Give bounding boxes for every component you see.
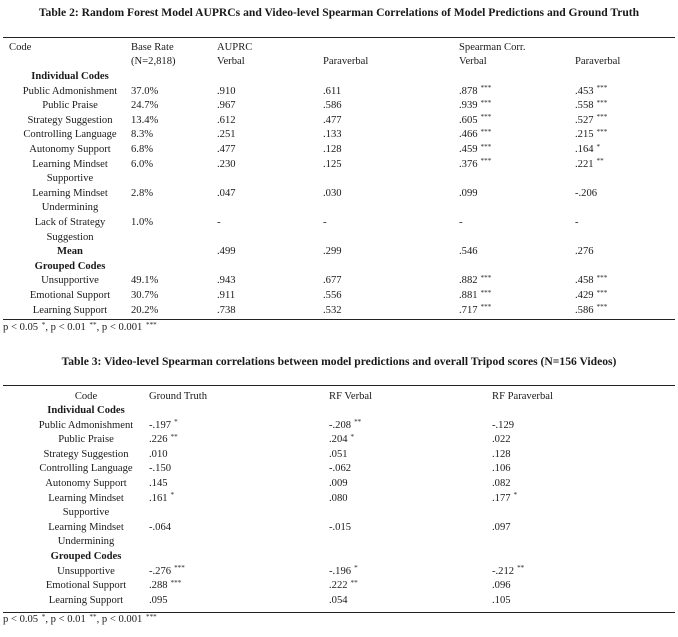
ground-truth-cell: .288 ***	[149, 578, 182, 592]
code-cell: Learning Mindset	[32, 158, 108, 170]
rf-verbal-cell: .051	[329, 448, 348, 460]
spearman-paraverbal-cell: .458 ***	[575, 273, 608, 287]
code-cell: Undermining	[57, 536, 115, 548]
code-cell: Learning Mindset	[32, 187, 108, 199]
base-rate-cell: 2.8%	[131, 187, 154, 199]
code-cell: Supportive	[46, 173, 94, 185]
table-row	[0, 216, 678, 231]
auprc-paraverbal-cell: .586	[323, 100, 342, 112]
ground-truth-cell: .010	[149, 448, 168, 460]
ground-truth-cell: -.276 ***	[149, 564, 185, 577]
code-cell: Supportive	[62, 507, 110, 519]
table-row	[0, 70, 678, 85]
table-row	[0, 289, 678, 304]
auprc-verbal-cell: .499	[217, 246, 236, 258]
table-row	[0, 492, 678, 507]
auprc-paraverbal-cell: .133	[323, 129, 342, 141]
ground-truth-cell: .095	[149, 594, 168, 606]
spearman-paraverbal-cell: .558 ***	[575, 98, 608, 112]
table-row	[0, 462, 678, 477]
table2-header-auprc-verbal: Verbal	[217, 56, 245, 67]
spearman-verbal-cell: .882 ***	[459, 273, 492, 287]
table-row	[0, 304, 678, 319]
base-rate-cell: 49.1%	[131, 275, 159, 287]
auprc-paraverbal-cell: .477	[323, 114, 342, 126]
table2-header-spearman-paraverbal: Paraverbal	[575, 56, 621, 67]
base-rate-cell: 6.0%	[131, 158, 154, 170]
base-rate-cell: 24.7%	[131, 100, 159, 112]
spearman-paraverbal-cell: -.206	[575, 187, 598, 199]
rf-paraverbal-cell: .128	[492, 448, 511, 460]
table-row	[0, 535, 678, 550]
auprc-verbal-cell: .230	[217, 158, 236, 170]
table-row	[0, 448, 678, 463]
table-row	[0, 579, 678, 594]
auprc-verbal-cell: .251	[217, 129, 236, 141]
auprc-paraverbal-cell: .556	[323, 290, 342, 301]
rf-paraverbal-cell: .106	[492, 463, 511, 475]
auprc-verbal-cell: .943	[217, 275, 236, 287]
table2-footnote: p < 0.05 *, p < 0.01 **, p < 0.001 ***	[3, 320, 157, 333]
rf-verbal-cell: -.062	[329, 463, 352, 475]
code-cell: Learning Mindset	[48, 492, 124, 504]
base-rate-cell: 6.8%	[131, 144, 154, 155]
spearman-paraverbal-cell: .527 ***	[575, 113, 608, 126]
table-row	[0, 245, 678, 260]
auprc-paraverbal-cell: .128	[323, 144, 342, 155]
table2-header-code: Code	[9, 42, 32, 53]
auprc-paraverbal-cell: .677	[323, 275, 342, 287]
code-cell: Controlling Language	[23, 129, 117, 141]
rf-paraverbal-cell: .177 *	[492, 491, 518, 504]
rf-verbal-cell: -.196 *	[329, 564, 358, 577]
auprc-verbal-cell: .910	[217, 85, 236, 97]
code-cell: Emotional Support	[29, 290, 111, 301]
auprc-verbal-cell: .477	[217, 144, 236, 155]
spearman-verbal-cell: .376 ***	[459, 157, 492, 170]
ground-truth-cell: .226 **	[149, 432, 178, 446]
table3-header-rf-paraverbal: RF Paraverbal	[492, 391, 553, 402]
rf-paraverbal-cell: .082	[492, 478, 511, 489]
code-cell: Suggestion	[46, 231, 94, 243]
code-cell: Grouped Codes	[50, 551, 122, 562]
auprc-verbal-cell: .047	[217, 187, 236, 199]
table-row	[0, 172, 678, 187]
auprc-verbal-cell: .612	[217, 114, 236, 126]
code-cell: Strategy Suggestion	[27, 114, 113, 126]
table3-header-rf-verbal: RF Verbal	[329, 391, 373, 402]
auprc-paraverbal-cell: -	[323, 217, 327, 228]
code-cell: Grouped Codes	[34, 260, 106, 272]
table-row	[0, 274, 678, 289]
table2-header-row-1	[0, 41, 678, 56]
table-row	[0, 85, 678, 100]
table2-header-n: (N=2,818)	[131, 56, 176, 67]
rf-paraverbal-cell: .096	[492, 580, 511, 592]
rf-paraverbal-cell: .022	[492, 434, 511, 446]
code-cell: Individual Codes	[47, 405, 125, 416]
rf-verbal-cell: .204 *	[329, 432, 355, 446]
spearman-verbal-cell: .939 ***	[459, 98, 492, 112]
auprc-paraverbal-cell: .125	[323, 158, 342, 170]
ground-truth-cell: .161 *	[149, 491, 175, 504]
table-row	[0, 565, 678, 580]
table-row	[0, 187, 678, 202]
code-cell: Autonomy Support	[29, 144, 111, 155]
table-row	[0, 506, 678, 521]
code-cell: Learning Mindset	[48, 521, 124, 533]
table3-header-ground-truth: Ground Truth	[149, 391, 207, 402]
table2-top-rule	[3, 37, 675, 38]
code-cell: Unsupportive	[57, 565, 115, 577]
ground-truth-cell: -.064	[149, 521, 172, 533]
table-row	[0, 550, 678, 565]
table3-bottom-rule	[3, 612, 675, 613]
spearman-verbal-cell: .546	[459, 246, 478, 258]
base-rate-cell: 1.0%	[131, 217, 154, 228]
code-cell: Individual Codes	[31, 71, 109, 82]
table-row	[0, 143, 678, 158]
spearman-paraverbal-cell: .453 ***	[575, 84, 608, 97]
auprc-verbal-cell: .911	[217, 290, 236, 301]
rf-paraverbal-cell: .105	[492, 594, 511, 606]
table-row	[0, 433, 678, 448]
table2-header-base-rate: Base Rate	[131, 42, 174, 53]
auprc-paraverbal-cell: .030	[323, 187, 342, 199]
code-cell: Public Praise	[42, 100, 98, 112]
spearman-verbal-cell: .466 ***	[459, 127, 492, 141]
rf-verbal-cell: -.015	[329, 521, 352, 533]
table-row	[0, 114, 678, 129]
table2-caption: Table 2: Random Forest Model AUPRCs and Video-level Spearman Correlations of Model Predictions and Ground Truth	[38, 6, 640, 19]
table-row	[0, 594, 678, 609]
spearman-paraverbal-cell: .215 ***	[575, 127, 608, 141]
code-cell: Public Praise	[58, 434, 114, 446]
code-cell: Learning Support	[48, 594, 124, 606]
code-cell: Lack of Strategy	[34, 217, 106, 228]
spearman-paraverbal-cell: .276	[575, 246, 594, 258]
table3-caption: Table 3: Video-level Spearman correlations between model predictions and overall Tripod scores (N=156 Videos)	[61, 355, 617, 368]
table-row	[0, 404, 678, 419]
ground-truth-cell: .145	[149, 478, 168, 489]
rf-paraverbal-cell: .097	[492, 521, 511, 533]
code-cell: Controlling Language	[39, 463, 133, 475]
auprc-verbal-cell: .967	[217, 100, 236, 112]
code-cell: Undermining	[41, 202, 99, 214]
auprc-paraverbal-cell: .299	[323, 246, 342, 258]
table3-header-code: Code	[74, 391, 98, 402]
code-cell: Unsupportive	[41, 275, 99, 287]
table2-bottom-rule	[3, 319, 675, 320]
base-rate-cell: 20.2%	[131, 304, 159, 316]
code-cell: Strategy Suggestion	[43, 448, 129, 460]
spearman-paraverbal-cell: .429 ***	[575, 288, 608, 301]
auprc-verbal-cell: -	[217, 217, 221, 228]
code-cell: Mean	[57, 246, 83, 258]
base-rate-cell: 37.0%	[131, 85, 159, 97]
base-rate-cell: 13.4%	[131, 114, 159, 126]
code-cell: Autonomy Support	[45, 478, 127, 489]
table-row	[0, 419, 678, 434]
table-row	[0, 128, 678, 143]
rf-verbal-cell: .054	[329, 594, 348, 606]
base-rate-cell: 30.7%	[131, 290, 159, 301]
code-cell: Public Admonishment	[22, 85, 118, 97]
table3-footnote: p < 0.05 *, p < 0.01 **, p < 0.001 ***	[3, 612, 157, 625]
rf-verbal-cell: .080	[329, 492, 348, 504]
spearman-paraverbal-cell: -	[575, 217, 579, 228]
spearman-paraverbal-cell: .221 **	[575, 157, 604, 170]
auprc-paraverbal-cell: .532	[323, 304, 342, 316]
table-row	[0, 477, 678, 492]
table-row	[0, 99, 678, 114]
code-cell: Learning Support	[32, 304, 108, 316]
table-row	[0, 260, 678, 275]
table-row	[0, 201, 678, 216]
spearman-verbal-cell: .717 ***	[459, 303, 492, 316]
spearman-verbal-cell: .881 ***	[459, 288, 492, 301]
code-cell: Emotional Support	[45, 580, 127, 592]
base-rate-cell: 8.3%	[131, 129, 154, 141]
ground-truth-cell: -.150	[149, 463, 172, 475]
rf-paraverbal-cell: -.212 **	[492, 564, 525, 577]
table-row	[0, 521, 678, 536]
spearman-verbal-cell: .878 ***	[459, 84, 492, 97]
table2-header-auprc: AUPRC	[217, 42, 253, 53]
table3-top-rule	[3, 385, 675, 386]
auprc-paraverbal-cell: .611	[323, 85, 342, 97]
auprc-verbal-cell: .738	[217, 304, 236, 316]
table2-header-row-2	[0, 55, 678, 70]
spearman-verbal-cell: .459 ***	[459, 142, 492, 155]
spearman-verbal-cell: .605 ***	[459, 113, 492, 126]
spearman-paraverbal-cell: .586 ***	[575, 303, 608, 316]
ground-truth-cell: -.197 *	[149, 418, 178, 431]
rf-paraverbal-cell: -.129	[492, 419, 515, 431]
table2-header-auprc-paraverbal: Paraverbal	[323, 56, 369, 67]
rf-verbal-cell: .222 **	[329, 578, 358, 592]
table-row	[0, 158, 678, 173]
table3-header-row	[0, 390, 678, 405]
rf-verbal-cell: .009	[329, 478, 348, 489]
spearman-verbal-cell: .099	[459, 187, 478, 199]
code-cell: Public Admonishment	[38, 419, 134, 431]
table-row	[0, 231, 678, 246]
spearman-paraverbal-cell: .164 *	[575, 142, 601, 155]
table2-header-spearman-verbal: Verbal	[459, 56, 487, 67]
spearman-verbal-cell: -	[459, 217, 463, 228]
table2-header-spearman: Spearman Corr.	[459, 42, 526, 53]
rf-verbal-cell: -.208 **	[329, 418, 362, 431]
